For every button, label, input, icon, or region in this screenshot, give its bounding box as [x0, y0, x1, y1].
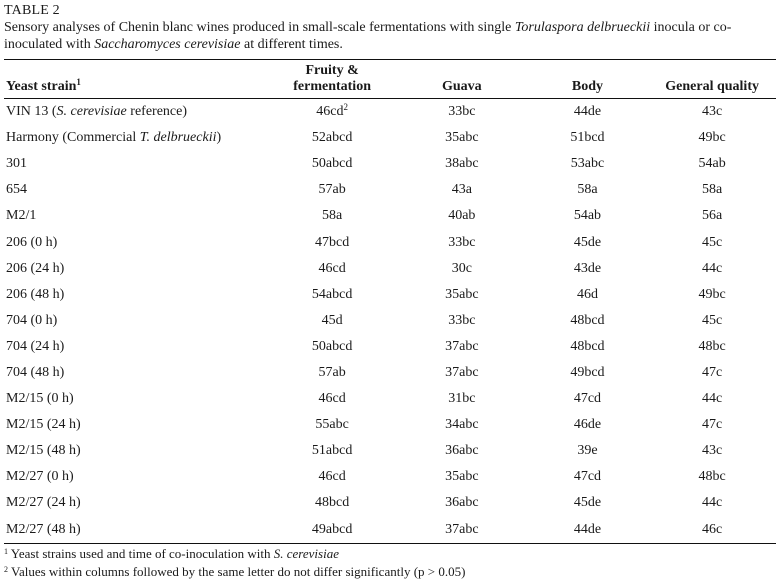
cell-yeast-strain	[4, 412, 267, 438]
cell-guava: 43a	[451, 182, 472, 198]
table-row	[4, 256, 776, 282]
fruity-value: 46cd	[318, 391, 346, 407]
cell-general-quality: 45c	[702, 312, 723, 328]
caption-part1: Sensory analyses of Chenin blanc wines produced in small-scale fermentations with single	[4, 20, 515, 35]
cell-body: 47cd	[573, 391, 602, 407]
table-row	[4, 360, 776, 386]
fruity-value: 46cd	[318, 469, 346, 485]
cell-guava: 37abc	[445, 338, 479, 354]
cell-general-quality: 43c	[702, 443, 723, 459]
strain-text: 206 (24 h)	[6, 260, 65, 276]
table-row	[4, 177, 776, 203]
cell-guava: 35abc	[445, 286, 479, 302]
cell-general-quality: 44c	[702, 391, 723, 407]
caption-part2: inocula or co-inoculated with	[4, 20, 732, 52]
strain-text: 206 (0 h)	[6, 234, 58, 250]
cell-general-quality: 46c	[702, 521, 723, 537]
fruity-value: 50abcd	[311, 156, 353, 172]
cell-fruity	[267, 125, 397, 151]
cell-guava: 30c	[451, 260, 472, 276]
cell-fruity	[267, 438, 397, 464]
strain-text: M2/15 (0 h)	[6, 391, 74, 407]
cell-body: 49bcd	[570, 364, 605, 380]
footnotes	[4, 545, 776, 580]
fruity-value: 57ab	[318, 182, 346, 198]
strain-text-post: reference)	[126, 104, 187, 120]
fruity-value: 58a	[322, 208, 343, 224]
cell-yeast-strain	[4, 308, 267, 334]
cell-guava: 34abc	[445, 417, 479, 433]
cell-yeast-strain	[4, 490, 267, 516]
cell-general-quality: 47c	[702, 417, 723, 433]
fruity-footnote-ref: 2	[343, 102, 348, 113]
cell-body: 46de	[573, 417, 602, 433]
cell-general-quality: 49bc	[698, 130, 726, 146]
header-fruity	[267, 60, 397, 99]
cell-guava: 33bc	[448, 104, 476, 120]
table-label: TABLE 2	[4, 3, 60, 18]
cell-general-quality: 43c	[702, 104, 723, 120]
footnote-text: Values within columns followed by the same letter do not differ significantly (p > 0.05)	[8, 563, 466, 579]
fruity-value: 57ab	[318, 364, 346, 380]
cell-guava: 36abc	[445, 443, 479, 459]
cell-general-quality: 49bc	[698, 286, 726, 302]
cell-guava: 33bc	[448, 312, 476, 328]
cell-yeast-strain	[4, 125, 267, 151]
fruity-value: 46cd	[318, 260, 346, 276]
header-general-quality: General quality	[665, 79, 759, 94]
table-body	[4, 99, 776, 544]
header-fruity-line1: Fruity &	[305, 63, 359, 78]
cell-body: 45de	[573, 495, 602, 511]
footnote	[4, 545, 776, 562]
cell-general-quality: 56a	[702, 208, 723, 224]
cell-fruity	[267, 99, 397, 126]
strain-text: Harmony (Commercial	[6, 130, 140, 146]
cell-yeast-strain	[4, 282, 267, 308]
cell-yeast-strain	[4, 360, 267, 386]
cell-body: 44de	[573, 521, 602, 537]
footnote-marker: 2	[4, 564, 8, 574]
fruity-value: 55abc	[315, 417, 349, 433]
fruity-value: 51abcd	[311, 443, 353, 459]
cell-yeast-strain	[4, 438, 267, 464]
cell-yeast-strain	[4, 229, 267, 255]
fruity-value: 52abcd	[311, 130, 353, 146]
table-row	[4, 99, 776, 126]
cell-fruity	[267, 151, 397, 177]
table-row	[4, 438, 776, 464]
cell-general-quality: 45c	[702, 234, 723, 250]
strain-text: VIN 13 (	[6, 104, 57, 120]
cell-guava: 37abc	[445, 364, 479, 380]
header-strain-label: Yeast strain	[6, 79, 77, 94]
cell-general-quality: 44c	[702, 260, 723, 276]
cell-body: 39e	[577, 443, 598, 459]
cell-yeast-strain	[4, 203, 267, 229]
table-row	[4, 308, 776, 334]
cell-body: 46d	[576, 286, 598, 302]
strain-species: T. delbrueckii	[139, 130, 217, 146]
cell-yeast-strain	[4, 256, 267, 282]
table-row	[4, 334, 776, 360]
strain-text: 704 (48 h)	[6, 364, 65, 380]
cell-fruity	[267, 177, 397, 203]
table-row	[4, 386, 776, 412]
strain-text: 704 (24 h)	[6, 338, 65, 354]
fruity-value: 47bcd	[315, 234, 350, 250]
footnote-marker: 1	[4, 546, 8, 556]
table-row	[4, 282, 776, 308]
table-row	[4, 203, 776, 229]
strain-text: M2/15 (48 h)	[6, 443, 81, 459]
strain-text: M2/27 (0 h)	[6, 469, 74, 485]
cell-guava: 35abc	[445, 469, 479, 485]
strain-text: 704 (0 h)	[6, 312, 58, 328]
header-row	[4, 60, 776, 99]
cell-body: 44de	[573, 104, 602, 120]
cell-guava: 31bc	[448, 391, 476, 407]
cell-yeast-strain	[4, 177, 267, 203]
cell-yeast-strain	[4, 517, 267, 544]
table-row	[4, 517, 776, 544]
cell-body: 45de	[573, 234, 602, 250]
cell-yeast-strain	[4, 464, 267, 490]
cell-fruity	[267, 308, 397, 334]
footnote-text: Yeast strains used and time of co-inoculation with	[8, 545, 274, 561]
cell-yeast-strain	[4, 334, 267, 360]
footnote	[4, 563, 776, 580]
footnote-species: S. cerevisiae	[273, 545, 339, 561]
table-row	[4, 125, 776, 151]
cell-fruity	[267, 490, 397, 516]
caption-species2: Saccharomyces cerevisiae	[94, 37, 241, 52]
fruity-value: 50abcd	[311, 338, 353, 354]
cell-guava: 40ab	[448, 208, 476, 224]
table-figure	[4, 2, 776, 580]
header-strain-sup: 1	[76, 77, 81, 87]
fruity-value: 46cd	[316, 104, 344, 120]
fruity-value: 49abcd	[311, 521, 353, 537]
caption-part3: at different times.	[240, 37, 343, 52]
cell-fruity	[267, 334, 397, 360]
cell-guava: 35abc	[445, 130, 479, 146]
cell-fruity	[267, 360, 397, 386]
cell-fruity	[267, 256, 397, 282]
cell-yeast-strain	[4, 151, 267, 177]
sensory-table	[4, 59, 776, 544]
cell-yeast-strain	[4, 99, 267, 126]
cell-body: 53abc	[570, 156, 605, 172]
cell-fruity	[267, 464, 397, 490]
cell-body: 58a	[577, 182, 598, 198]
header-guava: Guava	[441, 79, 482, 94]
cell-general-quality: 58a	[702, 182, 723, 198]
table-row	[4, 464, 776, 490]
strain-species: S. cerevisiae	[56, 104, 127, 120]
strain-text: M2/27 (24 h)	[6, 495, 81, 511]
cell-fruity	[267, 282, 397, 308]
cell-fruity	[267, 386, 397, 412]
table-row	[4, 151, 776, 177]
cell-fruity	[267, 412, 397, 438]
cell-fruity	[267, 517, 397, 544]
strain-text-post: )	[216, 130, 222, 146]
strain-text: M2/27 (48 h)	[6, 521, 81, 537]
cell-fruity	[267, 203, 397, 229]
cell-guava: 37abc	[445, 521, 479, 537]
strain-text: 206 (48 h)	[6, 286, 65, 302]
cell-general-quality: 44c	[702, 495, 723, 511]
caption-species1: Torulaspora delbrueckii	[514, 20, 651, 35]
strain-text: 654	[6, 182, 27, 198]
cell-body: 51bcd	[570, 130, 605, 146]
cell-guava: 33bc	[448, 234, 476, 250]
table-row	[4, 490, 776, 516]
header-fruity-line2: fermentation	[293, 79, 371, 94]
cell-yeast-strain	[4, 386, 267, 412]
cell-guava: 38abc	[445, 156, 479, 172]
cell-general-quality: 48bc	[698, 338, 726, 354]
cell-body: 43de	[573, 260, 602, 276]
cell-body: 48bcd	[570, 338, 605, 354]
cell-fruity	[267, 229, 397, 255]
fruity-value: 48bcd	[315, 495, 350, 511]
cell-body: 54ab	[573, 208, 602, 224]
cell-body: 47cd	[573, 469, 602, 485]
table-row	[4, 229, 776, 255]
strain-text: 301	[6, 156, 27, 172]
table-row	[4, 412, 776, 438]
cell-body: 48bcd	[570, 312, 605, 328]
cell-general-quality: 54ab	[698, 156, 726, 172]
fruity-value: 45d	[321, 312, 343, 328]
cell-general-quality: 48bc	[698, 469, 726, 485]
header-body: Body	[571, 79, 604, 94]
strain-text: M2/1	[6, 208, 37, 224]
strain-text: M2/15 (24 h)	[6, 417, 81, 433]
cell-general-quality: 47c	[702, 364, 723, 380]
cell-guava: 36abc	[445, 495, 479, 511]
fruity-value: 54abcd	[311, 286, 353, 302]
header-yeast-strain	[4, 60, 267, 99]
table-caption	[4, 19, 776, 53]
